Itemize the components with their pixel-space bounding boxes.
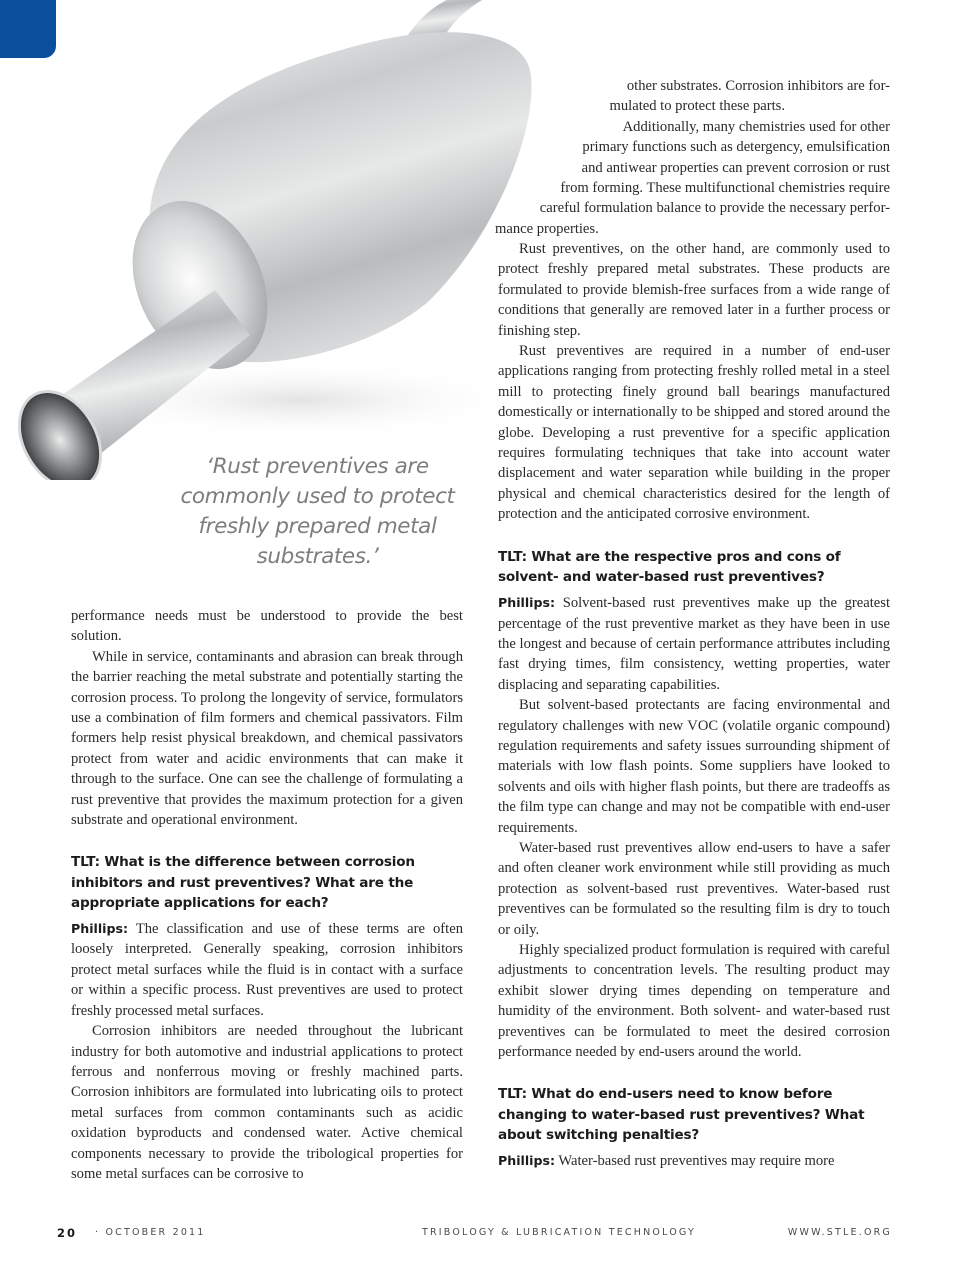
text-line: primary functions such as detergency, emulsification [582, 139, 890, 156]
paragraph: Rust preventives are required in a number of end-user applications ranging from protecting freshly rolled metal in a steel mill to protecting finely ground ball bearings manufactured domestically or internationally to be shipped and stored around the globe. Developing a rust preventive for a specific application requires formulating techniques that take into account water displacement and water separation while building in the proper physical and chemical characteristics desired for the length of protection and the anticipated corrosive environment. [498, 343, 890, 523]
paragraph: performance needs must be understood to provide the best solution. [71, 608, 463, 645]
paragraph: Highly specialized product formulation is required with careful adjustments to concentration levels. The resulting product may exhibit slower drying times depending on temperature and humidity of the environment. Both solvent- and water-based rust preventives can be formulated to meet the desired corrosion performance needed by end-users around the world. [498, 942, 890, 1061]
issue-date: · OCTOBER 2011 [95, 1227, 206, 1238]
right-column-wrapped-lines [495, 76, 890, 239]
answer-paragraph [498, 593, 890, 695]
paragraph: Water-based rust preventives allow end-users to have a safer and often cleaner work environment while still providing as much protection as solvent-based rust preventives. Water-based rust preventives can be formulated so the resulting film is dry to touch or oily. [498, 839, 890, 938]
left-column [71, 606, 463, 1184]
paragraph: But solvent-based protectants are facing environmental and regulatory challenges with new VOC (volatile organic compound) regulation requirements and safety issues surrounding shipment of materials with low flash points. Some suppliers have looked to solvents and oils with higher flash points, but there are tradeoffs as the film type can change and may not be compatible with end-user requirements. [498, 697, 890, 836]
question-heading: TLT: What are the respective pros and cons of solvent- and water-based rust preventives? [498, 548, 841, 585]
speaker-label: Phillips: [71, 921, 129, 937]
text-line: from forming. These multifunctional chemistries require [560, 180, 890, 197]
question-heading: TLT: What do end-users need to know before changing to water-based rust preventives? What about switching penalties? [498, 1086, 865, 1143]
paragraph: While in service, contaminants and abrasion can break through the barrier reaching the metal substrate and potentially starting the corrosion process. To prolong the longevity of service, formulators use a combination of film formers and chemical passivators. Film formers help resist physical breakdown, and chemical passivators protect from water and acidic environments that can make it through to the surface. One can see the challenge of formulating a rust preventive that provides the maximum protection for a given substrate and operational environment. [71, 648, 463, 829]
pull-quote: ‘Rust preventives are commonly used to protect freshly prepared metal substrates.’ [180, 454, 455, 569]
paragraph: Rust preventives, on the other hand, are commonly used to protect freshly prepared metal substrates. These products are formulated to provide blemish-free surfaces from a wide range of conditions that generally are removed later in a further process or finishing step. [498, 241, 890, 339]
text-line: mulated to protect these parts. [609, 98, 785, 115]
text-line: and antiwear properties can prevent corrosion or rust [581, 159, 890, 176]
answer-text: Solvent-based rust preventives make up the greatest percentage of the rust preventive market as they have been in use the longest and because of certain performance attributes including fast drying times, film consistency, wetting properties, water displacing and separating capabilities. [498, 595, 890, 693]
text-line: mance properties. [495, 220, 599, 237]
page-footer [57, 1227, 892, 1241]
right-column [498, 239, 890, 1171]
answer-paragraph [498, 1151, 890, 1171]
answer-paragraph [71, 919, 463, 1021]
answer-text: The classification and use of these terms are often loosely interpreted. Generally speaking, corrosion inhibitors protect metal surfaces while the fluid is in contact with a surface or within a specific process. Rust preventives are used to protect freshly processed metal surfaces. [71, 921, 463, 1019]
text-line: Additionally, many chemistries used for other [622, 118, 890, 135]
question-heading: TLT: What is the difference between corrosion inhibitors and rust preventives? What are the appropriate applications for each? [71, 854, 415, 911]
muffler-photo [0, 0, 540, 480]
paragraph: Corrosion inhibitors are needed throughout the lubricant industry for both automotive and industrial applications to protect ferrous and nonferrous moving or freshly machined parts. Corrosion inhibitors are formulated into lubricating oils to protect metal surfaces from common contaminants such as acidic oxidation byproducts and condensed water. Active chemical components necessary to provide the tribological properties for some metal surfaces can be corrosive to [71, 1023, 463, 1182]
text-line: other substrates. Corrosion inhibitors are for- [626, 78, 890, 94]
magazine-title: TRIBOLOGY & LUBRICATION TECHNOLOGY [422, 1227, 696, 1238]
speaker-label: Phillips: [498, 595, 556, 611]
website-url: WWW.STLE.ORG [787, 1227, 892, 1238]
answer-text: Water-based rust preventives may require more [558, 1153, 835, 1170]
speaker-label: Phillips: [498, 1153, 556, 1169]
text-line: careful formulation balance to provide the necessary perfor- [539, 200, 890, 217]
page-number: 20 [57, 1226, 78, 1240]
